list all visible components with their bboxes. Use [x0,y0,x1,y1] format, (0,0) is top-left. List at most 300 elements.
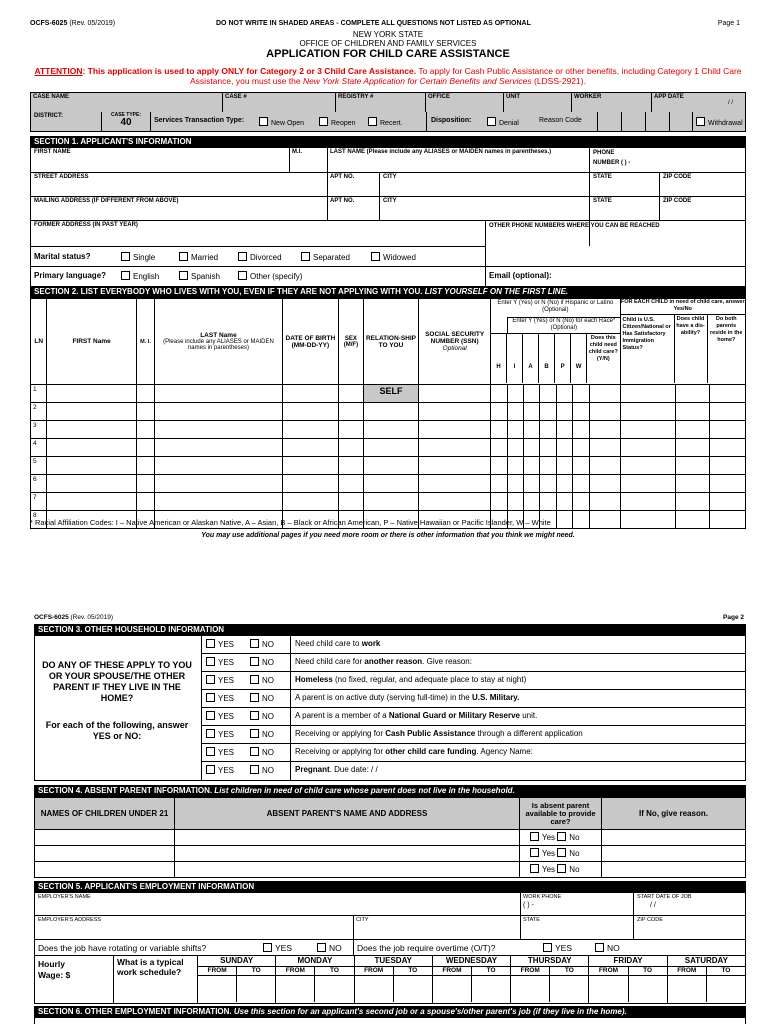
household-cell[interactable] [709,385,745,403]
overtime-question: Does the job require overtime (O/T)? [357,943,496,953]
household-cell[interactable] [556,403,572,421]
household-row [31,439,746,457]
attention-label: ATTENTION [34,66,83,76]
household-cell[interactable] [556,385,572,403]
household-cell[interactable] [507,493,523,511]
section-5-body [34,893,746,1004]
household-row [31,475,746,493]
to-time-field[interactable] [237,976,275,1002]
household-cell[interactable] [709,457,745,475]
household-cell[interactable] [507,385,523,403]
schedule-day-column [197,955,275,1003]
sec3-yes-checkbox[interactable]: YES [206,693,234,703]
household-cell[interactable] [363,403,418,421]
household-cell[interactable] [709,403,745,421]
sec3-no-checkbox[interactable]: NO [250,711,274,721]
household-cell[interactable] [155,475,282,493]
state-field[interactable]: STATE [593,174,612,180]
employer-city-field[interactable]: CITY [356,917,369,923]
reason-cell[interactable] [602,830,746,846]
household-cell[interactable] [363,457,418,475]
household-cell[interactable] [556,457,572,475]
section-6-body [34,1018,746,1024]
household-cell[interactable] [589,475,620,493]
state-name: NEW YORK STATE [352,30,424,39]
mi-field[interactable]: M.I. [292,149,302,155]
sec3-question-text: Receiving or applying for Cash Public Assistance through a different application [295,729,583,738]
household-cell[interactable] [507,439,523,457]
household-cell[interactable] [419,475,491,493]
employer-state-field[interactable]: STATE [523,917,540,923]
sec3-row [202,726,746,744]
household-cell[interactable] [556,493,572,511]
registry-field: REGISTRY # [336,93,426,113]
zip-field[interactable]: ZIP CODE [663,174,692,180]
absent-parent-cell[interactable] [175,830,520,846]
day-label: MONDAY [297,956,333,965]
household-cell[interactable] [136,457,154,475]
available-yes-checkbox[interactable]: Yes [530,849,555,858]
single-checkbox[interactable]: Single [121,252,155,262]
rotating-shifts-question: Does the job have rotating or variable shifts? [38,943,207,953]
household-cell[interactable] [573,403,589,421]
household-cell[interactable] [47,457,136,475]
household-cell[interactable] [620,475,675,493]
from-label: FROM [276,967,315,975]
household-cell[interactable] [339,403,364,421]
last-name-field[interactable]: LAST NAME (Please include any ALIASES or MAIDEN names in parentheses.) [330,149,552,155]
apt-no-field[interactable]: APT NO. [330,174,355,180]
household-cell[interactable] [419,385,491,403]
form-id: OCFS-6025 [30,20,68,27]
row-number: 5 [31,457,47,475]
to-label: TO [564,967,574,974]
household-cell[interactable] [339,421,364,439]
district-label: DISTRICT: [34,113,63,119]
sec3-question-text: Homeless (no fixed, regular, and adequate place to stay at night) [295,675,527,684]
household-cell[interactable] [419,403,491,421]
admin-row-1 [30,92,746,113]
sec3-question-text: A parent is a member of a National Guard or Military Reserve unit. [295,711,538,720]
household-row [31,403,746,421]
child-name-cell[interactable] [35,862,175,878]
household-cell[interactable] [675,475,709,493]
withdrawal-checkbox[interactable]: Withdrawal [696,117,743,127]
household-cell[interactable] [556,439,572,457]
sec3-question-text: A parent is on active duty (serving full-time) in the U.S. Military. [295,693,520,702]
household-cell[interactable] [282,403,338,421]
case-number-field: CASE # [223,93,336,113]
household-cell[interactable] [573,457,589,475]
household-cell[interactable] [363,493,418,511]
household-cell[interactable] [556,475,572,493]
sec3-row [202,636,746,654]
household-cell[interactable] [136,439,154,457]
household-cell[interactable] [523,439,539,457]
row-number: 1 [31,385,47,403]
from-time-field[interactable] [355,976,394,1002]
absent-parent-cell[interactable] [175,862,520,878]
household-cell[interactable] [419,457,491,475]
household-cell[interactable] [540,493,556,511]
reopen-checkbox[interactable]: Reopen [319,117,356,127]
household-cell[interactable] [540,457,556,475]
day-label: FRIDAY [613,956,643,965]
to-time-field[interactable] [550,976,588,1002]
household-cell[interactable] [155,493,282,511]
household-cell[interactable] [573,439,589,457]
section-4-title: SECTION 4. ABSENT PARENT INFORMATION. List children in need of child care whose parent does not live in the household. [34,785,746,797]
widowed-checkbox[interactable]: Widowed [371,252,416,262]
household-cell[interactable] [709,493,745,511]
absent-parent-cell[interactable] [175,846,520,862]
household-cell[interactable] [523,421,539,439]
household-cell[interactable] [419,439,491,457]
row-number: 8 [31,511,47,529]
sec3-row [202,708,746,726]
from-label: FROM [511,967,550,975]
from-time-field[interactable] [198,976,237,1002]
household-cell[interactable] [339,493,364,511]
race-letters: H I A B P W Does this child need child care? (Y/N) [491,333,619,383]
household-cell[interactable] [136,403,154,421]
to-time-field[interactable] [394,976,432,1002]
household-cell[interactable] [556,421,572,439]
sec3-yes-checkbox[interactable]: YES [206,657,234,667]
household-cell[interactable] [491,385,507,403]
household-cell[interactable] [523,457,539,475]
household-cell[interactable] [540,385,556,403]
household-cell[interactable] [491,493,507,511]
reason-cell[interactable] [602,862,746,878]
office-field: OFFICE [426,93,504,113]
household-cell[interactable] [573,385,589,403]
denial-checkbox[interactable]: Denial [487,117,519,127]
household-cell[interactable] [47,403,136,421]
absent-parent-row [35,846,746,862]
household-cell[interactable] [589,403,620,421]
household-cell[interactable] [620,403,675,421]
page-2 [34,614,746,1024]
household-cell[interactable] [675,403,709,421]
col-mi: M. I. [136,299,154,385]
sec3-yes-checkbox[interactable]: YES [206,729,234,739]
household-cell[interactable] [491,457,507,475]
employer-address-field[interactable]: EMPLOYER'S ADDRESS [38,917,102,923]
household-cell[interactable] [282,421,338,439]
rotating-no-checkbox[interactable]: NO [317,943,342,953]
household-cell[interactable] [47,493,136,511]
other-language-checkbox[interactable]: Other (specify) [238,271,302,281]
from-time-field[interactable] [433,976,472,1002]
col-available: Is absent parent available to provide care? [520,798,602,830]
rotating-yes-checkbox[interactable]: YES [263,943,292,953]
mailing-zip-field[interactable]: ZIP CODE [663,198,692,204]
household-cell[interactable] [523,385,539,403]
available-no-checkbox[interactable]: No [557,865,579,874]
household-cell[interactable] [589,493,620,511]
section-5-title: SECTION 5. APPLICANT'S EMPLOYMENT INFORMATION [34,881,746,893]
reason-code-label: Reason Code [539,117,582,124]
row-number: 7 [31,493,47,511]
row-number: 6 [31,475,47,493]
household-cell[interactable] [47,385,136,403]
household-cell[interactable] [282,385,338,403]
available-yes-checkbox[interactable]: Yes [530,833,555,842]
household-cell[interactable] [675,457,709,475]
to-time-field[interactable] [629,976,667,1002]
available-cell [520,862,602,878]
household-cell[interactable] [363,475,418,493]
mailing-city-field[interactable]: CITY [383,198,397,204]
household-cell[interactable] [47,475,136,493]
form-rev: (Rev. 05/2019) [69,20,116,27]
sec3-yes-checkbox[interactable]: YES [206,765,234,775]
attention-notice [30,66,746,86]
mailing-state-field[interactable]: STATE [593,198,612,204]
household-cell[interactable] [620,439,675,457]
office-name: OFFICE OF CHILDREN AND FAMILY SERVICES [299,39,477,48]
household-cell[interactable] [507,475,523,493]
schedule-day-column [667,955,745,1003]
household-cell[interactable] [620,421,675,439]
household-cell[interactable] [573,493,589,511]
day-label: TUESDAY [374,956,412,965]
start-date-field[interactable]: / / [650,902,656,909]
sec3-yes-checkbox[interactable]: YES [206,675,234,685]
household-cell[interactable] [491,403,507,421]
day-label: SUNDAY [220,956,254,965]
household-cell[interactable] [155,457,282,475]
household-cell[interactable] [523,403,539,421]
household-cell[interactable] [363,439,418,457]
sec3-question-text: Need child care for another reason. Give reason: [295,657,472,666]
top-notice: DO NOT WRITE IN SHADED AREAS - COMPLETE ALL QUESTIONS NOT LISTED AS OPTIONAL [216,20,531,27]
col-hisp-race: Enter Y (Yes) or N (No) if Hispanic or Latino (Optional) Enter Y (Yes) or N (No) for each Race*(Optional) H I A B P W Does this child need child care? (Y/N) [491,299,620,385]
household-cell[interactable] [136,475,154,493]
household-cell[interactable] [540,403,556,421]
household-cell[interactable] [419,421,491,439]
sec3-no-checkbox[interactable]: NO [250,639,274,649]
available-yes-checkbox[interactable]: Yes [530,865,555,874]
to-label: TO [721,967,731,974]
household-cell[interactable] [363,421,418,439]
spanish-checkbox[interactable]: Spanish [179,271,220,281]
phone-number-field[interactable]: NUMBER ( ) - [593,160,631,166]
to-label: TO [251,967,261,974]
page1-top-line [30,20,746,27]
work-phone-field[interactable]: ( ) - [523,902,534,909]
schedule-day-column [275,955,353,1003]
employer-zip-field[interactable]: ZIP CODE [637,917,663,923]
sec3-no-checkbox[interactable]: NO [250,765,274,775]
household-cell[interactable] [282,457,338,475]
overtime-no-checkbox[interactable]: NO [595,943,620,953]
household-cell[interactable] [282,493,338,511]
row-number: 4 [31,439,47,457]
household-cell[interactable] [136,385,154,403]
sec3-row [202,654,746,672]
household-cell[interactable] [339,385,364,403]
col-names-children: NAMES OF CHILDREN UNDER 21 [35,798,175,830]
new-open-checkbox[interactable]: New Open [259,117,304,127]
sec3-no-checkbox[interactable]: NO [250,693,274,703]
col-first-name: FIRST Name [47,299,136,385]
col-last-name: LAST Name (Please include any ALIASES or MAIDEN names in parentheses) [155,299,282,385]
from-label: FROM [433,967,472,975]
first-name-field[interactable]: FIRST NAME [34,149,71,155]
sec3-for-each: For each of the following, answer YES or NO: [45,720,189,741]
household-cell[interactable] [507,421,523,439]
child-name-cell[interactable] [35,846,175,862]
household-cell[interactable] [675,439,709,457]
household-cell[interactable] [709,421,745,439]
col-reason: If No, give reason. [602,798,746,830]
from-time-field[interactable] [511,976,550,1002]
city-field[interactable]: CITY [383,174,397,180]
mailing-apt-field[interactable]: APT NO. [330,198,355,204]
row-number: 3 [31,421,47,439]
attention-end: (LDSS-2921). [531,76,586,86]
household-cell[interactable] [675,421,709,439]
household-cell[interactable] [491,421,507,439]
schedule-day-column [588,955,666,1003]
household-cell[interactable] [523,493,539,511]
separated-checkbox[interactable]: Separated [301,252,350,262]
section-3-body [34,636,746,781]
relationship-self: SELF [363,385,418,403]
to-time-field[interactable] [472,976,510,1002]
household-cell[interactable] [155,439,282,457]
from-label: FROM [198,967,237,975]
former-address-field[interactable]: FORMER ADDRESS (IN PAST YEAR) [34,222,138,228]
section-2-title: SECTION 2. LIST EVERYBODY WHO LIVES WITH YOU, EVEN IF THEY ARE NOT APPLYING WITH YOU. LIST YOURSELF ON THE FIRST LINE. [30,286,746,298]
page2-number: Page 2 [723,614,744,621]
household-cell[interactable] [589,421,620,439]
from-time-field[interactable] [276,976,315,1002]
email-field[interactable]: Email (optional): [489,271,552,280]
household-row [31,385,746,403]
married-checkbox[interactable]: Married [179,252,218,262]
household-cell[interactable] [282,439,338,457]
household-cell[interactable] [339,475,364,493]
household-cell[interactable] [589,385,620,403]
sec3-question-text: Receiving or applying for other child care funding. Agency Name: [295,747,533,756]
sec3-row [202,744,746,762]
household-cell[interactable] [155,385,282,403]
racial-codes-note: * Racial Affiliation Codes: I – Native American or Alaskan Native, A – Asian, B – Black or African American, P – Native Hawaiian or Pacific Islander, W – White [30,518,551,527]
available-no-checkbox[interactable]: No [557,833,579,842]
sec3-yes-checkbox[interactable]: YES [206,639,234,649]
household-cell[interactable] [620,493,675,511]
household-row [31,493,746,511]
household-cell[interactable] [709,475,745,493]
household-cell[interactable] [507,403,523,421]
household-cell[interactable] [540,421,556,439]
english-checkbox[interactable]: English [121,271,159,281]
available-cell [520,846,602,862]
household-cell[interactable] [620,385,675,403]
case-type-value: 40 [120,117,132,128]
sec3-no-checkbox[interactable]: NO [250,675,274,685]
child-name-cell[interactable] [35,830,175,846]
household-cell[interactable] [136,493,154,511]
available-no-checkbox[interactable]: No [557,849,579,858]
household-row [31,421,746,439]
household-cell[interactable] [155,421,282,439]
hourly-wage-field[interactable]: Hourly Wage: $ [38,959,71,980]
col-dob: DATE OF BIRTH (MM-DD-YY) [282,299,338,385]
from-time-field[interactable] [668,976,707,1002]
sec3-no-checkbox[interactable]: NO [250,747,274,757]
household-cell[interactable] [675,493,709,511]
transaction-label: Services Transaction Type: [154,117,245,124]
household-cell[interactable] [491,475,507,493]
household-cell[interactable] [339,457,364,475]
unit-field: UNIT [504,93,572,113]
household-cell[interactable] [155,403,282,421]
household-cell[interactable] [540,475,556,493]
col-absent-parent-name: ABSENT PARENT'S NAME AND ADDRESS [175,798,520,830]
recert-checkbox[interactable]: Recert. [368,117,403,127]
mailing-address-field[interactable]: MAILING ADDRESS (IF DIFFERENT FROM ABOVE) [34,198,179,204]
household-cell[interactable] [589,439,620,457]
sec3-no-checkbox[interactable]: NO [250,729,274,739]
work-schedule-question: What is a typical work schedule? [117,957,184,977]
sec3-yes-checkbox[interactable]: YES [206,747,234,757]
to-time-field[interactable] [707,976,745,1002]
household-cell[interactable] [573,475,589,493]
from-time-field[interactable] [589,976,628,1002]
case-name-field: CASE NAME [31,93,223,113]
household-cell[interactable] [507,457,523,475]
household-cell[interactable] [491,439,507,457]
to-label: TO [408,967,418,974]
household-cell[interactable] [282,475,338,493]
to-time-field[interactable] [315,976,353,1002]
household-cell[interactable] [540,439,556,457]
other-phone-field[interactable]: OTHER PHONE NUMBERS WHERE YOU CAN BE REACHED [489,223,660,229]
page-1 [30,20,746,545]
household-cell[interactable] [47,439,136,457]
reason-cell[interactable] [602,846,746,862]
household-cell[interactable] [339,439,364,457]
household-cell[interactable] [419,493,491,511]
row-number: 2 [31,403,47,421]
household-cell[interactable] [523,475,539,493]
absent-parent-table [34,797,746,878]
app-date-field: APP DATE / / [652,93,746,113]
household-cell[interactable] [675,385,709,403]
household-cell[interactable] [589,457,620,475]
household-cell[interactable] [47,421,136,439]
household-cell[interactable] [573,421,589,439]
day-label: WEDNESDAY [445,956,498,965]
household-cell[interactable] [620,457,675,475]
sec3-yes-checkbox[interactable]: YES [206,711,234,721]
household-cell[interactable] [709,439,745,457]
divorced-checkbox[interactable]: Divorced [238,252,282,262]
additional-pages-note: You may use additional pages if you need more room or there is other information that you think we might need. [201,532,575,539]
overtime-yes-checkbox[interactable]: YES [543,943,572,953]
sec3-no-checkbox[interactable]: NO [250,657,274,667]
from-label: FROM [589,967,628,975]
employer-name-field[interactable]: EMPLOYER'S NAME [38,894,91,900]
language-row: Primary language? [34,271,107,280]
household-cell[interactable] [136,421,154,439]
street-address-field[interactable]: STREET ADDRESS [34,174,89,180]
absent-parent-row [35,862,746,878]
